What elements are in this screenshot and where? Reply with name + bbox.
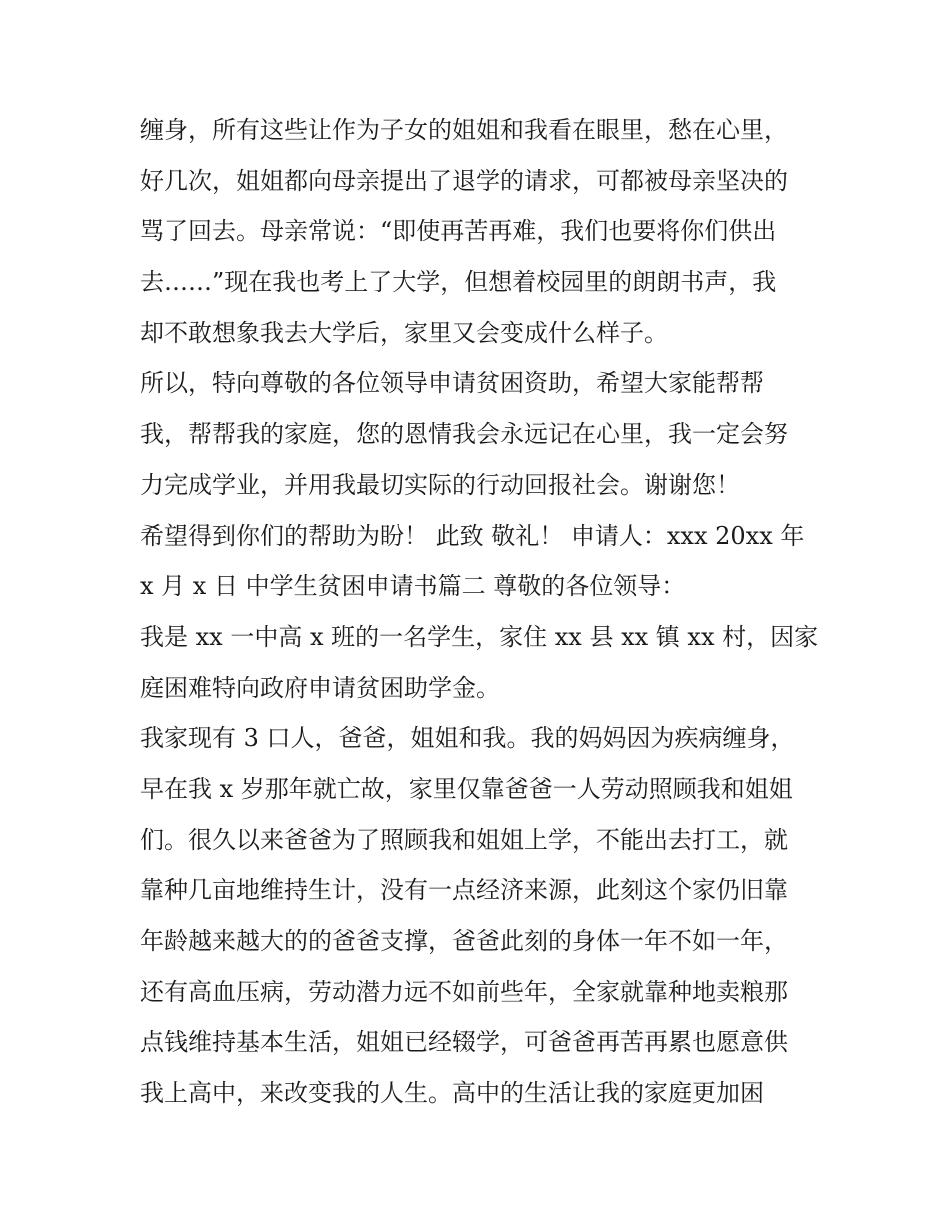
text-line-11: 我是 xx 一中高 x 班的一名学生，家住 xx 县 xx 镇 xx 村，因家	[140, 622, 819, 651]
document-body	[140, 105, 820, 1119]
text-line-5: 却不敢想象我去大学后，家里又会变成什么样子。	[140, 318, 668, 347]
text-line-7: 我，帮帮我的家庭，您的恩情我会永远记在心里，我一定会努	[140, 420, 788, 449]
text-line-9: 希望得到你们的帮助为盼！ 此致 敬礼！ 申请人：xxx 20xx 年	[140, 521, 805, 550]
text-line-3: 骂了回去。母亲常说：“即使再苦再难，我们也要将你们供出	[140, 217, 777, 246]
text-line-18: 还有高血压病，劳动潜力远不如前些年，全家就靠种地卖粮那	[140, 977, 788, 1006]
text-line-12: 庭困难特向政府申请贫困助学金。	[140, 673, 500, 702]
text-line-8: 力完成学业，并用我最切实际的行动回报社会。谢谢您！	[140, 470, 740, 499]
text-line-19: 点钱维持基本生活，姐姐已经辍学，可爸爸再苦再累也愿意供	[140, 1028, 788, 1057]
text-line-6: 所以，特向尊敬的各位领导申请贫困资助，希望大家能帮帮	[140, 369, 764, 398]
text-line-4: 去……”现在我也考上了大学，但想着校园里的朗朗书声，我	[140, 268, 777, 297]
text-line-17: 年龄越来越大的的爸爸支撑，爸爸此刻的身体一年不如一年，	[140, 927, 788, 955]
text-line-13: 我家现有 3 口人，爸爸，姐姐和我。我的妈妈因为疾病缠身，	[140, 724, 795, 753]
text-line-14: 早在我 x 岁那年就亡故，家里仅靠爸爸一人劳动照顾我和姐姐	[140, 774, 793, 803]
text-line-16: 靠种几亩地维持生计，没有一点经济来源，此刻这个家仍旧靠	[140, 876, 788, 905]
text-line-15: 们。很久以来爸爸为了照顾我和姐姐上学，不能出去打工，就	[140, 825, 788, 854]
text-line-1: 缠身，所有这些让作为子女的姐姐和我看在眼里，愁在心里，	[140, 116, 788, 144]
text-line-2: 好几次，姐姐都向母亲提出了退学的请求，可都被母亲坚决的	[140, 166, 788, 195]
text-line-20: 我上高中，来改变我的人生。高中的生活让我的家庭更加困	[140, 1079, 764, 1108]
text-line-10: x 月 x 日 中学生贫困申请书篇二 尊敬的各位领导：	[140, 572, 686, 601]
